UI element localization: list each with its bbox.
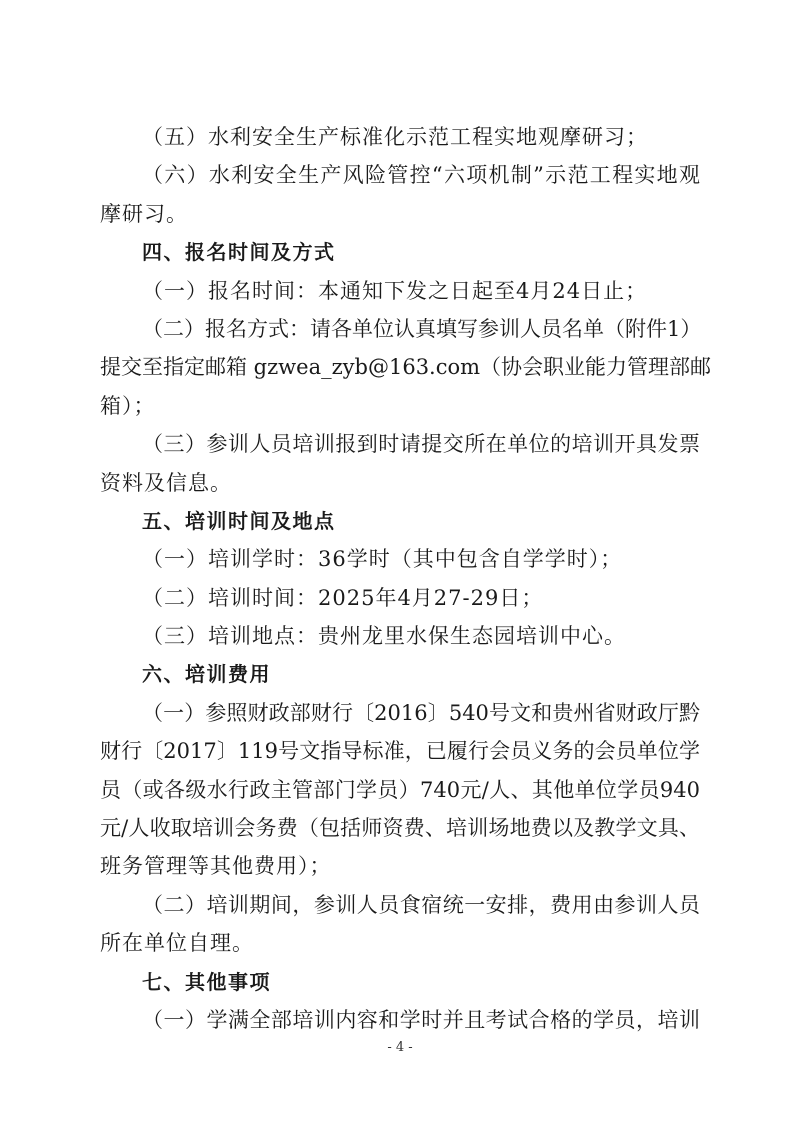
section-heading-5: 五、培训时间及地点	[142, 508, 336, 533]
paragraph-line: 所在单位自理。	[100, 931, 254, 956]
page-number: - 4 -	[387, 1040, 413, 1055]
paragraph-line: 员（或各级水行政主管部门学员）740元/人、其他单位学员940	[100, 777, 700, 802]
paragraph-line: 箱）；	[100, 393, 156, 418]
paragraph-line: 财行〔2017〕119号文指导标准，已履行会员义务的会员单位学	[100, 739, 700, 764]
paragraph-line: （二）培训期间，参训人员食宿统一安排，费用由参训人员	[142, 892, 700, 917]
paragraph-line: （三）参训人员培训报到时请提交所在单位的培训开具发票	[142, 432, 700, 457]
section-heading-6: 六、培训费用	[142, 662, 271, 687]
paragraph-line: （二）报名方式：请各单位认真填写参训人员名单（附件1）	[142, 316, 702, 341]
paragraph-line: （五）水利安全生产标准化示范工程实地观摩研习；	[142, 125, 648, 149]
paragraph-line: 提交至指定邮箱 gzwea_zyb@163.com（协会职业能力管理部邮	[100, 355, 712, 380]
section-heading-4: 四、报名时间及方式	[142, 240, 336, 265]
paragraph-line: 班务管理等其他费用）；	[100, 854, 332, 879]
paragraph-line: 资料及信息。	[100, 470, 232, 495]
paragraph-line: （一）报名时间：本通知下发之日起至4月24日止；	[142, 278, 648, 303]
paragraph-line: 元/人收取培训会务费（包括师资费、培训场地费以及教学文具、	[100, 816, 700, 841]
paragraph-line: （三）培训地点：贵州龙里水保生态园培训中心。	[142, 624, 626, 649]
paragraph-line: （一）学满全部培训内容和学时并且考试合格的学员，培训	[142, 1007, 700, 1032]
paragraph-line: （一）参照财政部财行〔2016〕540号文和贵州省财政厅黔	[142, 700, 700, 725]
document-body	[100, 118, 712, 1039]
paragraph-line: 摩研习。	[100, 201, 188, 226]
paragraph-line: （一）培训学时：36学时（其中包含自学学时）；	[142, 547, 623, 572]
section-heading-7: 七、其他事项	[142, 969, 271, 994]
paragraph-line: （二）培训时间：2025年4月27-29日；	[142, 585, 544, 610]
paragraph-line: （六）水利安全生产风险管控“六项机制”示范工程实地观	[142, 163, 700, 188]
